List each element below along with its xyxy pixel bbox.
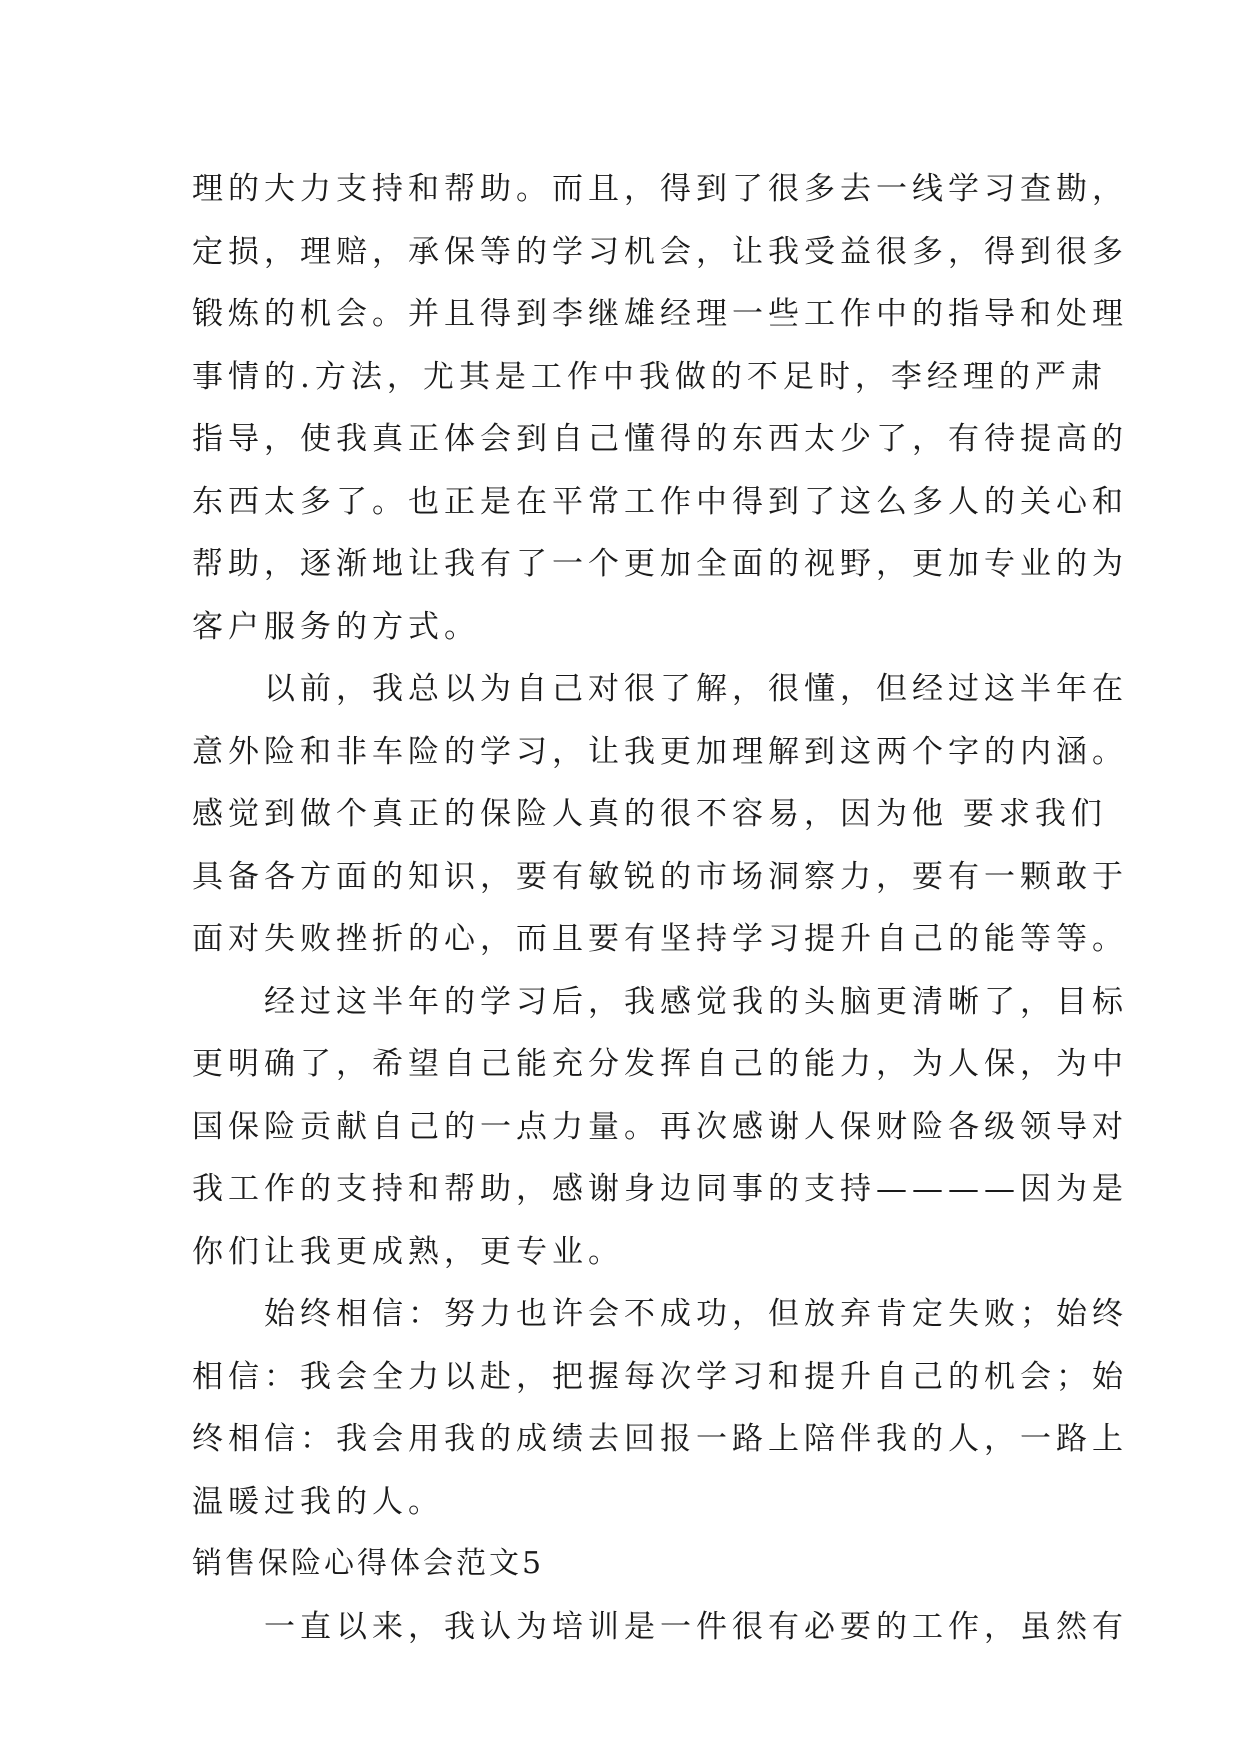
text-line: 具备各方面的知识，要有敏锐的市场洞察力，要有一颗敢于 [192, 858, 1128, 895]
text-line: 更明确了，希望自己能充分发挥自己的能力，为人保，为中 [192, 1046, 1128, 1082]
text-line: 终相信：我会用我的成绩去回报一路上陪伴我的人，一路上 [192, 1421, 1128, 1457]
text-line: 锻炼的机会。并且得到李继雄经理一些工作中的指导和处理 [192, 296, 1128, 332]
text-line: 帮助，逐渐地让我有了一个更加全面的视野，更加专业的为 [192, 546, 1128, 582]
text-line: 你们让我更成熟，更专业。 [192, 1233, 624, 1270]
text-line: 经过这半年的学习后，我感觉我的头脑更清晰了，目标 [192, 983, 1128, 1020]
text-line: 我工作的支持和帮助，感谢身边同事的支持————因为是 [192, 1171, 1128, 1207]
text-line: 意外险和非车险的学习，让我更加理解到这两个字的内涵。 [192, 733, 1128, 770]
section-heading: 销售保险心得体会范文5 [192, 1546, 545, 1581]
text-line: 相信：我会全力以赴，把握每次学习和提升自己的机会；始 [192, 1358, 1128, 1395]
text-line: 以前，我总以为自己对很了解，很懂，但经过这半年在 [192, 671, 1128, 707]
text-line: 定损，理赔，承保等的学习机会，让我受益很多，得到很多 [192, 233, 1128, 270]
text-line: 国保险贡献自己的一点力量。再次感谢人保财险各级领导对 [192, 1108, 1128, 1145]
document-body [192, 158, 1128, 1658]
text-line: 温暖过我的人。 [192, 1483, 444, 1520]
text-line: 感觉到做个真正的保险人真的很不容易，因为他 要求我们 [192, 796, 1107, 832]
text-line: 面对失败挫折的心，而且要有坚持学习提升自己的能等等。 [192, 921, 1128, 957]
text-line: 一直以来，我认为培训是一件很有必要的工作，虽然有 [192, 1608, 1128, 1645]
text-line: 始终相信：努力也许会不成功，但放弃肯定失败；始终 [192, 1296, 1128, 1332]
text-line: 指导，使我真正体会到自己懂得的东西太少了，有待提高的 [192, 421, 1128, 457]
text-line: 客户服务的方式。 [192, 608, 480, 645]
text-line: 理的大力支持和帮助。而且，得到了很多去一线学习查勘， [192, 171, 1128, 207]
text-line: 东西太多了。也正是在平常工作中得到了这么多人的关心和 [192, 483, 1128, 520]
text-line: 事情的.方法，尤其是工作中我做的不足时，李经理的严肃 [192, 358, 1107, 395]
